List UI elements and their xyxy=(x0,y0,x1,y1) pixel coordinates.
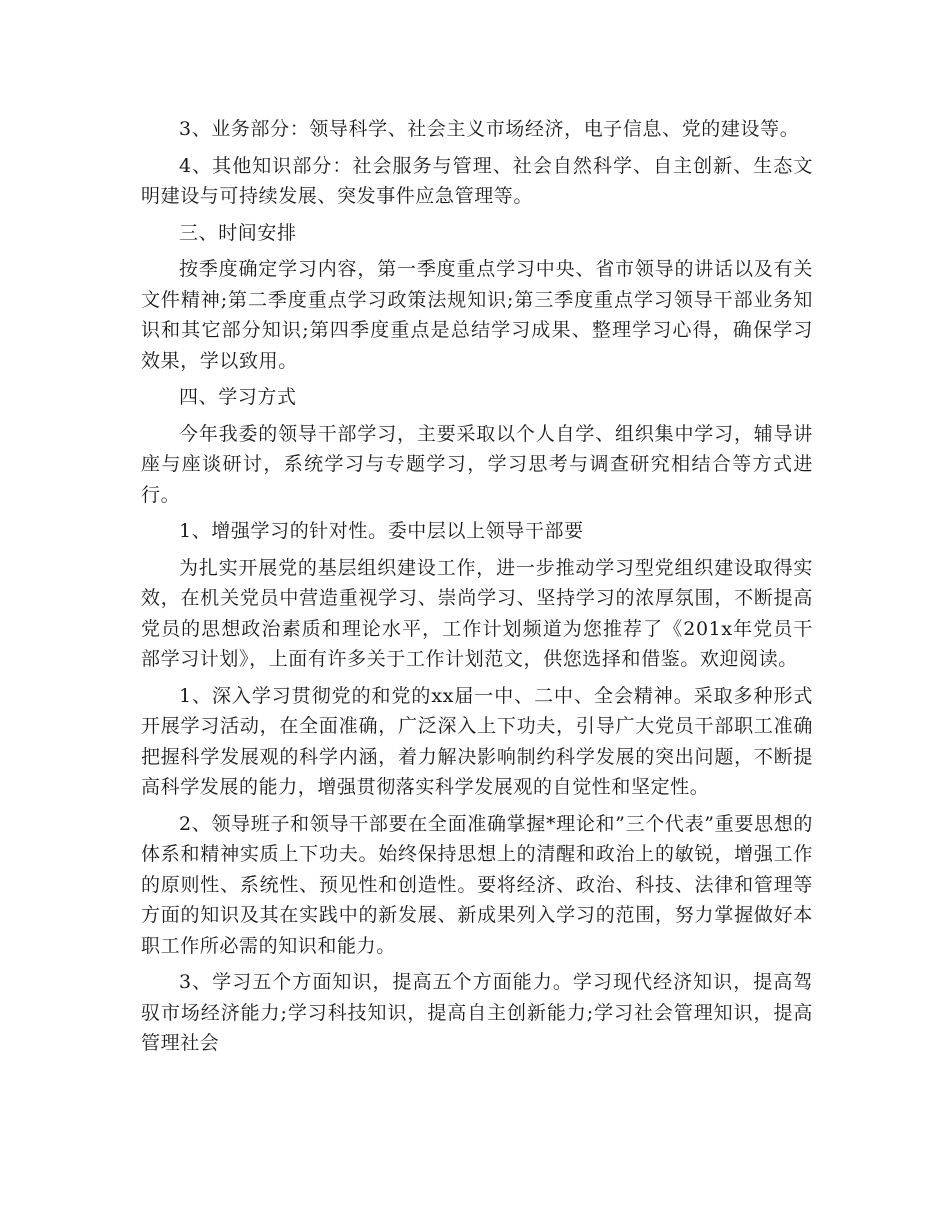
paragraph-quarterly-plan: 按季度确定学习内容，第一季度重点学习中央、省市领导的讲话以及有关文件精神;第二季度重点学习政策法规知识;第三季度重点学习领导干部业务知识和其它部分知识;第四季度重点是总结学习成果、整理学习心得，确保学习效果，学以致用。 xyxy=(141,258,813,372)
paragraph-item-2: 2、领导班子和领导干部要在全面准确掌握*理论和”三个代表”重要思想的体系和精神实质上下功夫。始终保持思想上的清醒和政治上的敏锐，增强工作的原则性、系统性、预见性和创造性。要将经济、政治、科技、法律和管理等方面的知识及其在实践中的新发展、新成果列入学习的范围，努力掌握做好本职工作所必需的知识和能力。 xyxy=(141,812,813,957)
heading-study-method: 四、学习方式 xyxy=(179,386,297,408)
paragraph-item-3: 3、学习五个方面知识，提高五个方面能力。学习现代经济知识，提高驾驭市场经济能力;学习科技知识，提高自主创新能力;学习社会管理知识，提高管理社会 xyxy=(141,971,813,1054)
paragraph-item-1: 1、深入学习贯彻党的和党的xx届一中、二中、全会精神。采取多种形式开展学习活动，在全面准确，广泛深入上下功夫，引导广大党员干部职工准确把握科学发展观的科学内涵，着力解决影响制约科学发展的突出问题，不断提高科学发展的能力，增强贯彻落实科学发展观的自觉性和坚定性。 xyxy=(141,684,813,798)
paragraph-other-knowledge: 4、其他知识部分：社会服务与管理、社会自然科学、自主创新、生态文明建设与可持续发展、突发事件应急管理等。 xyxy=(141,154,813,207)
paragraph-business-section: 3、业务部分：领导科学、社会主义市场经济，电子信息、党的建设等。 xyxy=(179,118,800,140)
document-body xyxy=(141,114,813,1065)
paragraph-introduction: 为扎实开展党的基层组织建设工作，进一步推动学习型党组织建设取得实效，在机关党员中营造重视学习、崇尚学习、坚持学习的浓厚氛围，不断提高党员的思想政治素质和理论水平，工作计划频道为您推荐了《201x年党员干部学习计划》，上面有许多关于工作计划范文，供您选择和借鉴。欢迎阅读。 xyxy=(141,556,813,670)
paragraph-targeted-learning: 1、增强学习的针对性。委中层以上领导干部要 xyxy=(179,520,584,542)
paragraph-study-approach: 今年我委的领导干部学习，主要采取以个人自学、组织集中学习，辅导讲座与座谈研讨，系统学习与专题学习，学习思考与调查研究相结合等方式进行。 xyxy=(141,422,813,506)
heading-time-schedule: 三、时间安排 xyxy=(179,221,297,244)
